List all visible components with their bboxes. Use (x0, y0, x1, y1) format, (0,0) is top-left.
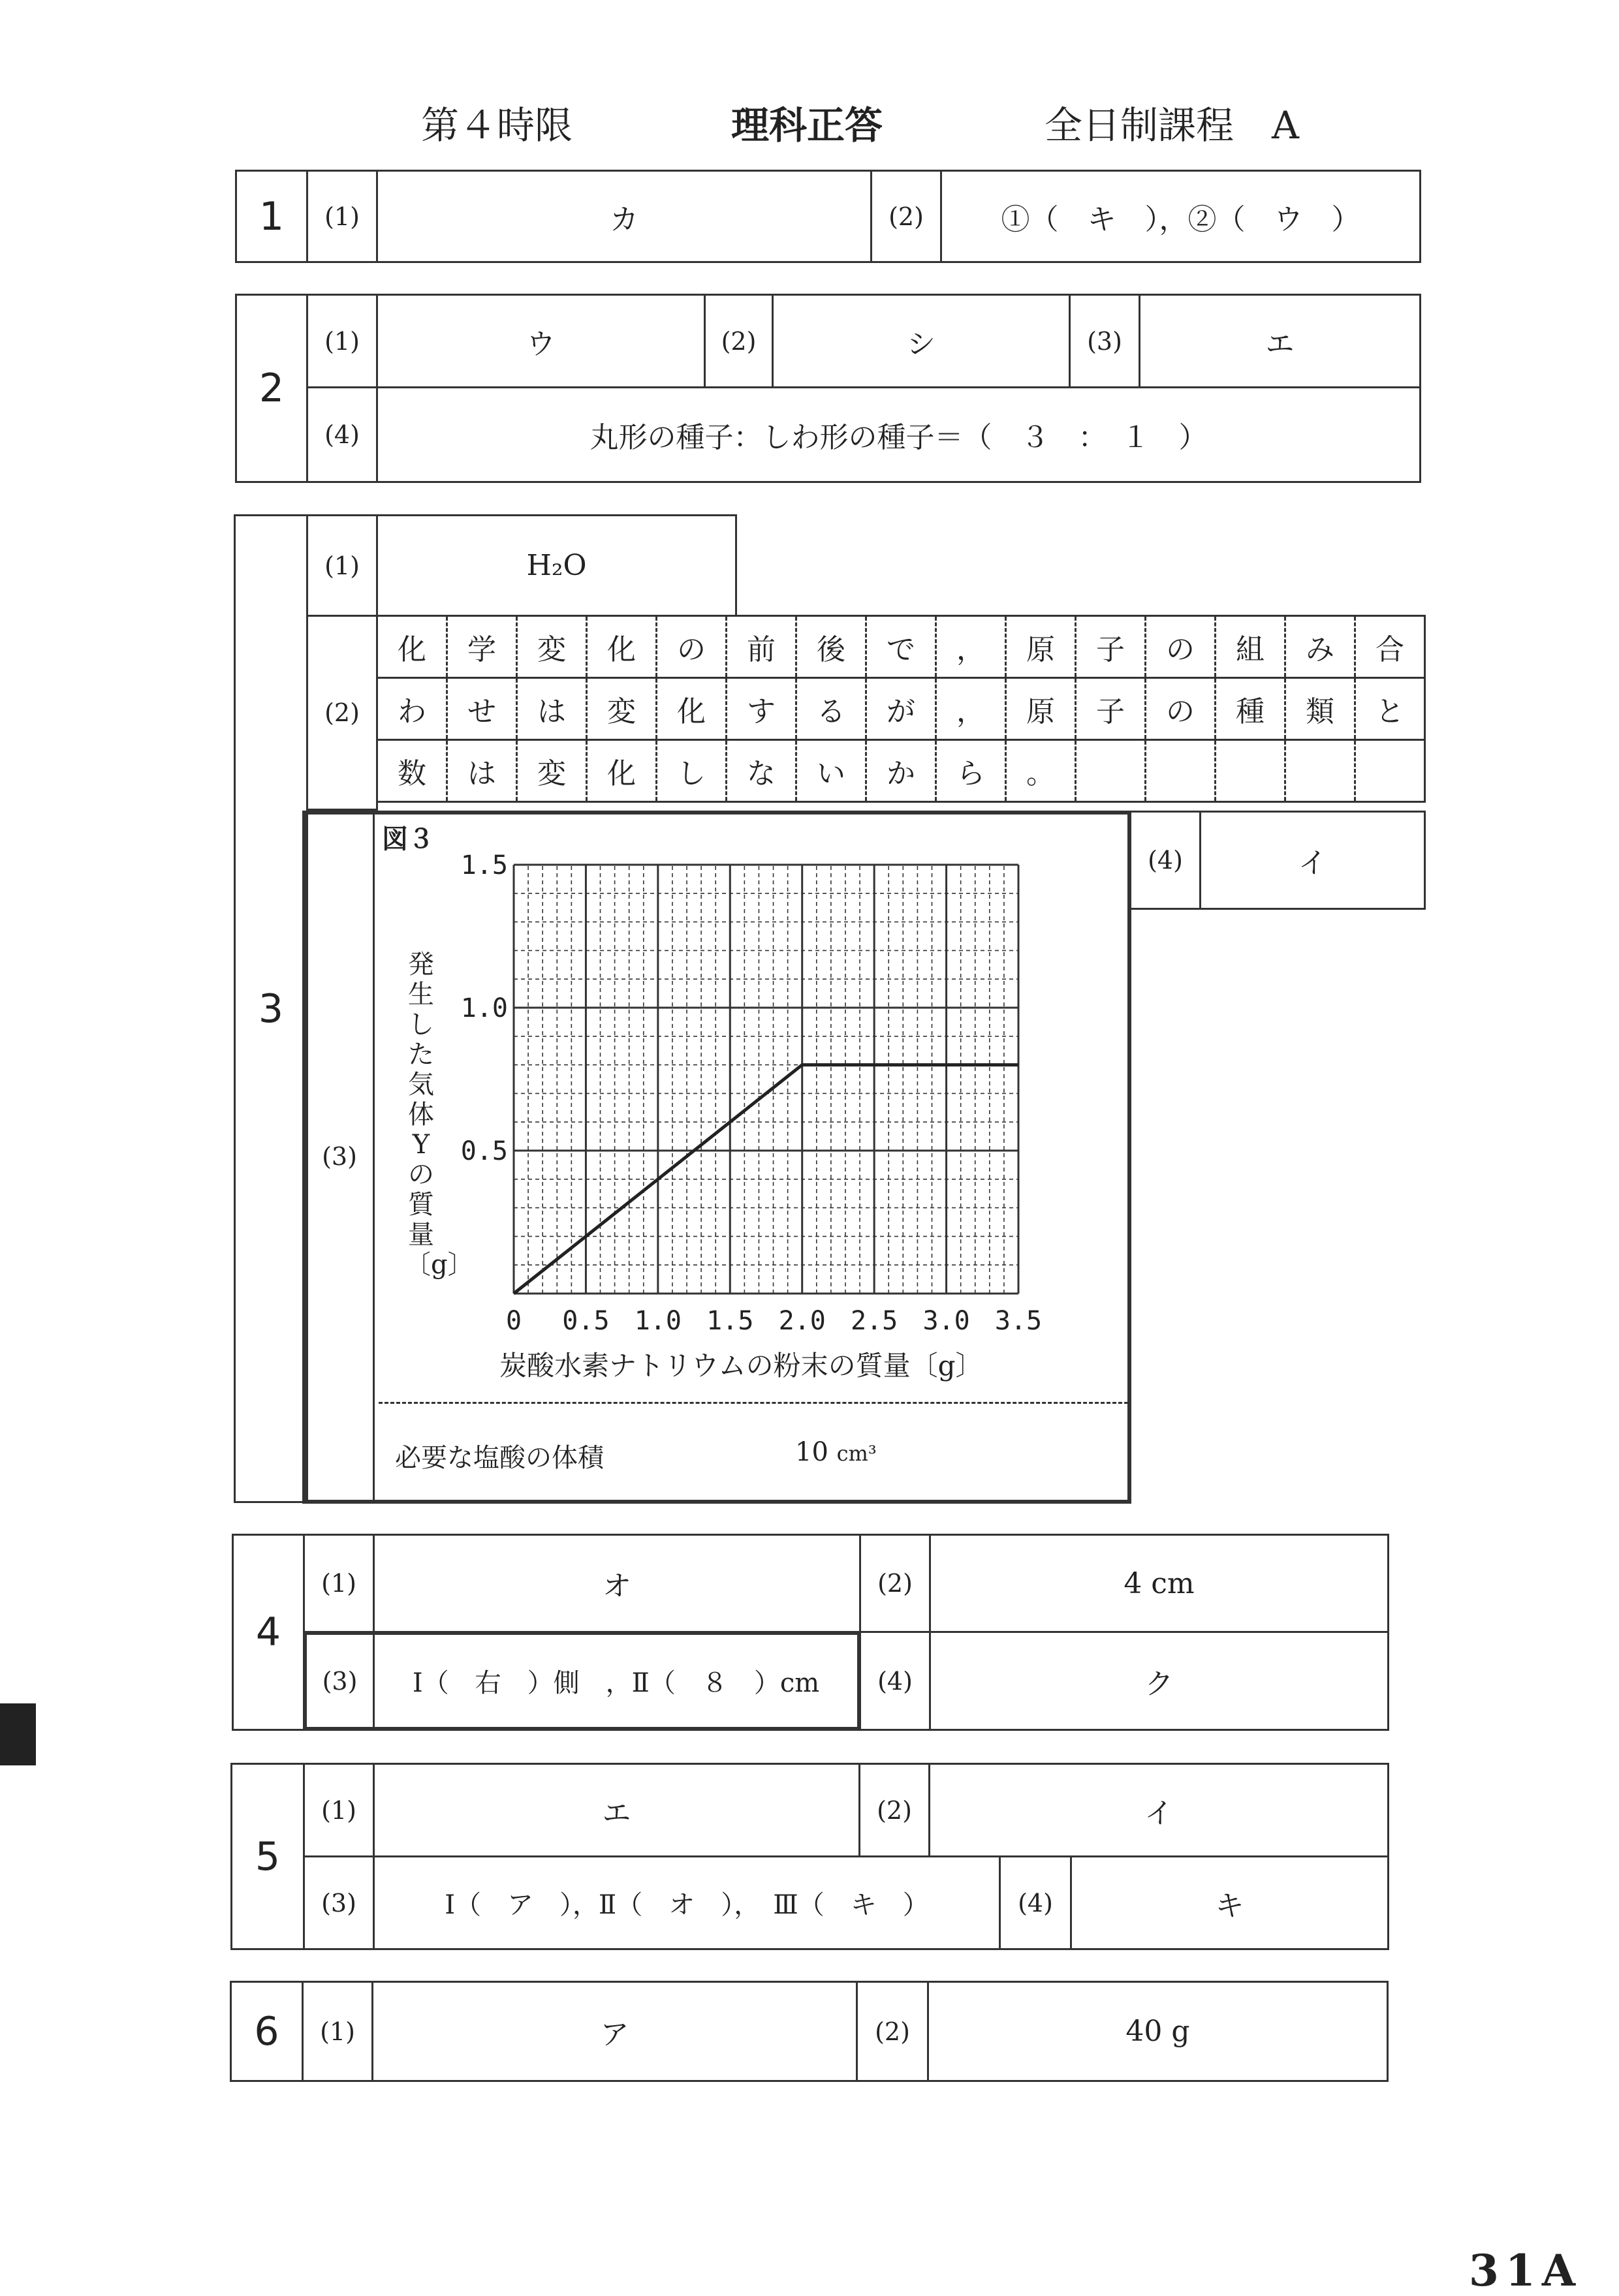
q2-answer-3: エ (1139, 294, 1421, 388)
q2-answer-4: 丸形の種子：しわ形の種子＝（ ３ ： １ ） (376, 386, 1421, 483)
grid-cell: で (866, 616, 936, 678)
grid-cell: ， (936, 678, 1006, 740)
q5-label-2: (2) (858, 1763, 930, 1857)
figure-3-chart (457, 848, 1045, 1397)
grid-cell: 化 (587, 616, 657, 678)
x-tick-label: 1.5 (706, 1306, 754, 1336)
q3-answer-2-grid (376, 615, 1426, 803)
grid-cell: 原 (1006, 678, 1076, 740)
grid-cell (1146, 740, 1216, 802)
q4-label-1: (1) (303, 1534, 375, 1633)
q2-label-1: (1) (306, 294, 378, 388)
q3-label-3: (3) (322, 1142, 357, 1171)
x-tick-label: 0 (505, 1306, 522, 1336)
q2-label-3: (3) (1069, 294, 1140, 388)
q3-volume-value: 10 cm³ (795, 1437, 877, 1467)
grid-cell: 変 (587, 678, 657, 740)
grid-cell: の (657, 616, 727, 678)
grid-cell: 子 (1076, 678, 1146, 740)
header-period: 第４時限 (421, 103, 573, 147)
q4-label-2: (2) (859, 1534, 931, 1633)
grid-cell: 合 (1355, 616, 1425, 678)
q3-label-4: (4) (1129, 811, 1201, 910)
q2-label-2: (2) (704, 294, 774, 388)
y-axis-label: 発生した気体Yの質量〔g〕 (405, 950, 474, 1280)
x-axis-label: 炭酸水素ナトリウムの粉末の質量〔g〕 (499, 1350, 983, 1382)
q4-answer-4: ク (929, 1631, 1389, 1731)
grid-cell: み (1285, 616, 1355, 678)
header-title: 理科正答 (731, 103, 883, 147)
grid-cell: 。 (1006, 740, 1076, 802)
grid-cell: の (1146, 616, 1216, 678)
q5-answer-2: イ (928, 1763, 1389, 1857)
grid-cell: 前 (727, 616, 796, 678)
q3-part3-divider (373, 814, 375, 1500)
grid-cell: し (657, 740, 727, 802)
q5-label-4: (4) (999, 1855, 1072, 1950)
q4-label-3: (3) (303, 1631, 375, 1731)
x-tick-label: 0.5 (562, 1306, 610, 1336)
q3-number: 3 (234, 514, 308, 1503)
grid-cell: の (1146, 678, 1216, 740)
grid-cell: は (517, 678, 587, 740)
grid-cell: 変 (517, 616, 587, 678)
y-tick-label: 0.5 (460, 1136, 508, 1166)
grid-cell: す (727, 678, 796, 740)
grid-cell: 変 (517, 740, 587, 802)
x-tick-label: 1.0 (634, 1306, 682, 1336)
q4-answer-2: 4 cm (929, 1534, 1389, 1633)
q2-answer-2: シ (772, 294, 1071, 388)
q3-volume-divider (379, 1402, 1128, 1404)
grid-cell: 組 (1216, 616, 1285, 678)
q1-answer-1: カ (376, 170, 872, 263)
q3-label-1: (1) (306, 514, 378, 617)
grid-cell: 原 (1006, 616, 1076, 678)
grid-cell: 学 (447, 616, 517, 678)
grid-cell: ら (936, 740, 1006, 802)
q1-answer-2: ①（ キ ），②（ ウ ） (940, 170, 1421, 263)
grid-cell: 化 (377, 616, 447, 678)
q1-label-1: (1) (306, 170, 378, 263)
grid-cell: は (447, 740, 517, 802)
x-tick-label: 2.5 (851, 1306, 898, 1336)
grid-cell: な (727, 740, 796, 802)
q4-number: 4 (232, 1534, 305, 1731)
x-tick-label: 2.0 (778, 1306, 826, 1336)
q2-number: 2 (235, 294, 308, 483)
q5-answer-1: エ (373, 1763, 860, 1857)
q5-answer-4: キ (1070, 1855, 1389, 1950)
x-tick-label: 3.0 (922, 1306, 970, 1336)
grid-cell (1285, 740, 1355, 802)
q6-number: 6 (230, 1981, 304, 2082)
grid-cell: い (796, 740, 866, 802)
y-tick-label: 1.0 (460, 993, 508, 1023)
q5-number: 5 (230, 1763, 305, 1950)
q3-answer-1: H₂O (376, 514, 737, 617)
q6-label-2: (2) (856, 1981, 929, 2082)
grid-cell: 後 (796, 616, 866, 678)
q4-answer-3: Ⅰ（ 右 ）側 ，Ⅱ（ ８ ）cm (373, 1631, 861, 1731)
q1-number: 1 (235, 170, 308, 263)
grid-cell (1355, 740, 1425, 802)
x-tick-label: 3.5 (994, 1306, 1043, 1336)
q3-answer-4: イ (1199, 811, 1426, 910)
q4-answer-1: オ (373, 1534, 861, 1633)
q6-label-1: (1) (302, 1981, 373, 2082)
grid-cell: 種 (1216, 678, 1285, 740)
header-course: 全日制課程 A (1045, 103, 1299, 147)
grid-cell (1076, 740, 1146, 802)
fig-title: 図３ (382, 824, 434, 854)
q5-label-1: (1) (303, 1763, 375, 1857)
q6-answer-1: ア (371, 1981, 858, 2082)
grid-cell: ， (936, 616, 1006, 678)
q5-answer-3: Ⅰ（ ア ），Ⅱ（ オ ）， Ⅲ（ キ ） (373, 1855, 1001, 1950)
grid-cell: 化 (657, 678, 727, 740)
grid-cell: 数 (377, 740, 447, 802)
q5-label-3: (3) (303, 1855, 375, 1950)
grid-cell: と (1355, 678, 1425, 740)
q2-label-4: (4) (306, 386, 378, 483)
q4-label-4: (4) (859, 1631, 931, 1731)
grid-cell: 子 (1076, 616, 1146, 678)
scan-mark (0, 1703, 36, 1765)
q3-label-2: (2) (306, 615, 378, 811)
grid-cell: せ (447, 678, 517, 740)
grid-cell: る (796, 678, 866, 740)
q2-answer-1: ウ (376, 294, 706, 388)
grid-cell: 類 (1285, 678, 1355, 740)
grid-cell: か (866, 740, 936, 802)
y-tick-label: 1.5 (460, 850, 508, 880)
page-code: 31A (1469, 2245, 1582, 2296)
grid-cell: 化 (587, 740, 657, 802)
grid-cell: が (866, 678, 936, 740)
q6-answer-2: 40 g (927, 1981, 1389, 2082)
grid-cell (1216, 740, 1285, 802)
q3-volume-label: 必要な塩酸の体積 (395, 1443, 604, 1473)
q1-label-2: (2) (870, 170, 942, 263)
grid-cell: わ (377, 678, 447, 740)
